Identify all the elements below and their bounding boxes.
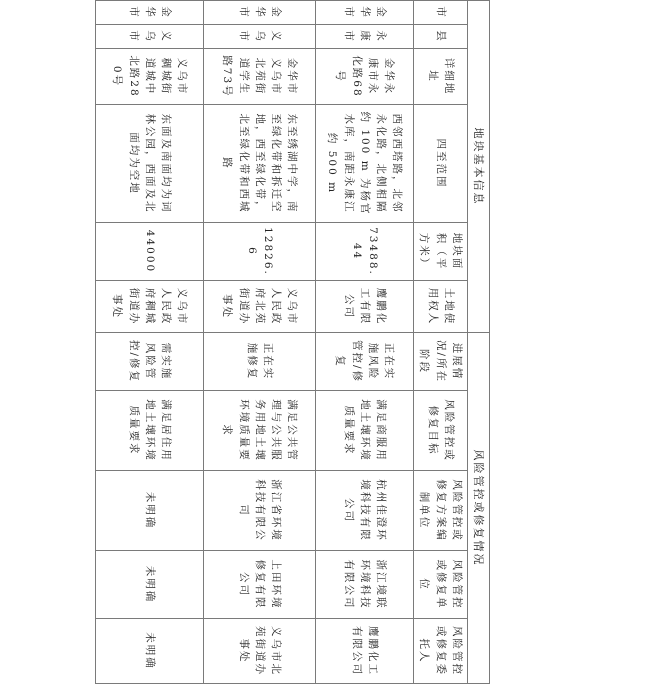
- cell-boundary: 西邻西塔路，北邻永化路，北侧相隔约 100 m 为杨官水库，南距永康江约 500 m: [316, 105, 414, 223]
- cell-plan-unit: 浙江省环境科技有限公司: [204, 471, 316, 551]
- cell-boundary: 东至绣湖中学，南至绿化带和拆迁空地，西至绿化带，北至绿化带和西城路: [204, 105, 316, 223]
- cell-client: 鹰鹏化工有限公司: [316, 619, 414, 684]
- col-header-plan-unit: 风险管控或修复方案编制单位: [414, 471, 468, 551]
- cell-city: 金华市: [96, 1, 204, 25]
- cell-target: 满足商服用地土壤环境质量要求: [316, 391, 414, 471]
- cell-client: 义乌市北苑街道办事处: [204, 619, 316, 684]
- cell-area: 73488.44: [316, 223, 414, 281]
- cell-address: 金华市义乌市北苑街道学生路73号: [204, 49, 316, 105]
- col-header-client: 风险管控或修复委托人: [414, 619, 468, 684]
- col-header-exec-unit: 风险管控或修复单位: [414, 551, 468, 619]
- col-header-address: 详细地址: [414, 49, 468, 105]
- group-header-risk-control: 风险管控或修复情况: [467, 333, 489, 684]
- cell-boundary: 东面及南面均为词林公园，西面及北面均为空地: [96, 105, 204, 223]
- cell-land-user: 鹰鹏化工有限公司: [316, 281, 414, 333]
- table-row: [204, 1, 316, 684]
- cell-exec-unit: 浙江境联环境科技有限公司: [316, 551, 414, 619]
- cell-city: 金华市: [316, 1, 414, 25]
- cell-land-user: 义乌市人民政府稠城街道办事处: [96, 281, 204, 333]
- cell-exec-unit: 未明确: [96, 551, 204, 619]
- cell-target: 满足公共管理与公共服务用地土壤环境质量要求: [204, 391, 316, 471]
- cell-land-user: 义乌市人民政府北苑街道办事处: [204, 281, 316, 333]
- col-header-area: 地块面积（平方米）: [414, 223, 468, 281]
- cell-county: 义乌市: [96, 25, 204, 49]
- column-header-row: [414, 1, 468, 684]
- cell-plan-unit: 杭州佳澄环境科技有限公司: [316, 471, 414, 551]
- cell-county: 永康市: [316, 25, 414, 49]
- cell-address: 义乌市稠城街道城中北路280号: [96, 49, 204, 105]
- col-header-target: 风险管控或修复目标: [414, 391, 468, 471]
- col-header-boundary: 四至范围: [414, 105, 468, 223]
- col-header-progress: 进展情况/所在阶段: [414, 333, 468, 391]
- cell-plan-unit: 未明确: [96, 471, 204, 551]
- col-header-county: 县: [414, 25, 468, 49]
- cell-city: 金华市: [204, 1, 316, 25]
- group-header-basic-info: 地块基本信息: [467, 1, 489, 333]
- table-row: [316, 1, 414, 684]
- rotated-page: [95, 0, 490, 683]
- cell-area: 44000: [96, 223, 204, 281]
- cell-address: 金华永康市永化路68号: [316, 49, 414, 105]
- col-header-city: 市: [414, 1, 468, 25]
- table-row: [96, 1, 204, 684]
- group-header-row: [467, 1, 489, 684]
- cell-area: 12826.6: [204, 223, 316, 281]
- contaminated-site-table: [95, 0, 490, 684]
- cell-progress: 正在实施风险管控/修复: [316, 333, 414, 391]
- cell-target: 满足居住用地土壤环境质量要求: [96, 391, 204, 471]
- cell-progress: 需实施风险管控/修复: [96, 333, 204, 391]
- col-header-land-user: 土地使用权人: [414, 281, 468, 333]
- cell-client: 未明确: [96, 619, 204, 684]
- cell-progress: 正在实施修复: [204, 333, 316, 391]
- cell-county: 义乌市: [204, 25, 316, 49]
- cell-exec-unit: 上田环境修复有限公司: [204, 551, 316, 619]
